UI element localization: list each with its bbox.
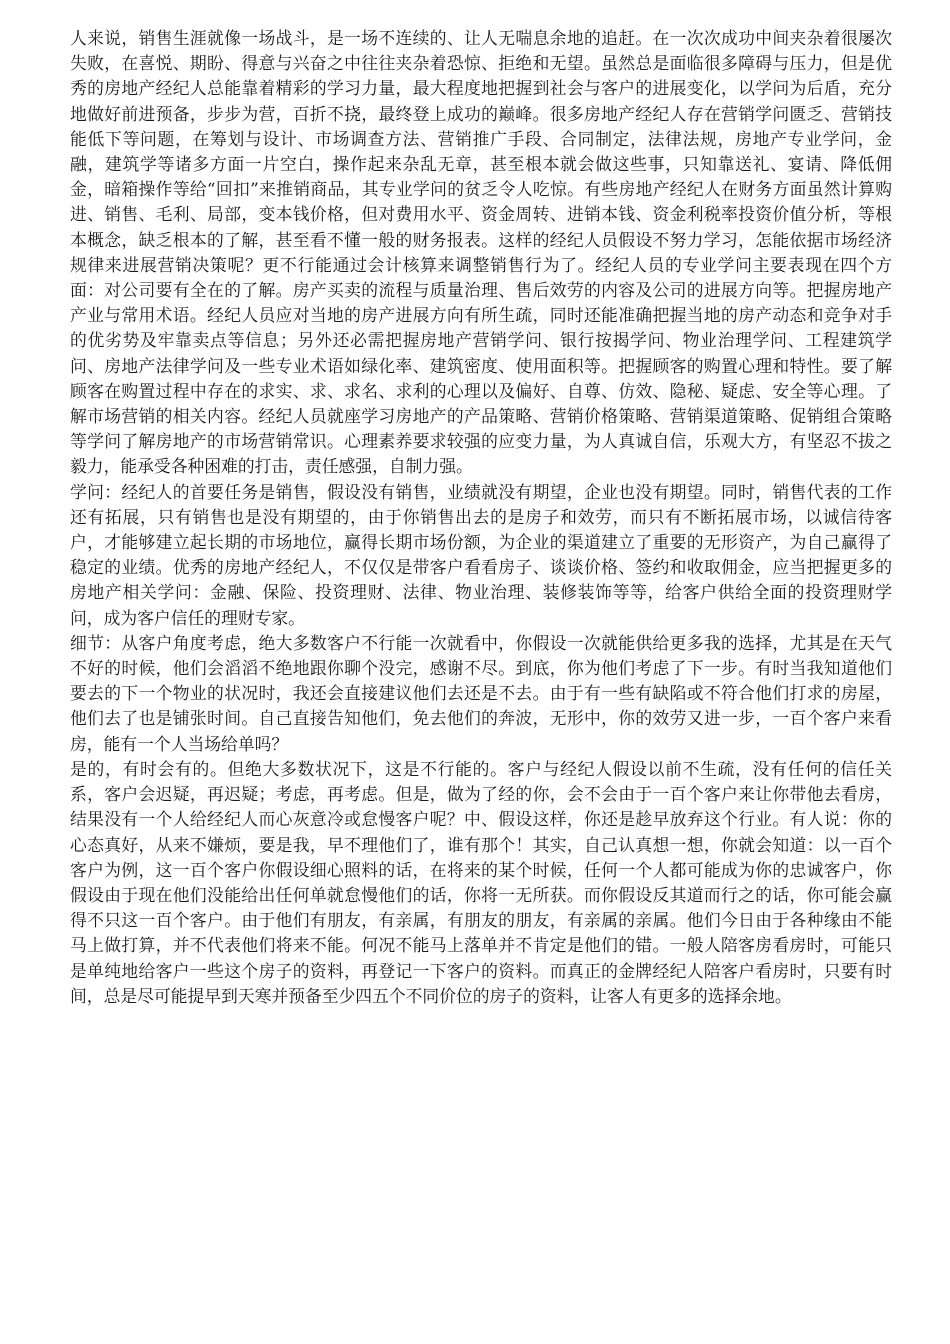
paragraph-3: 细节：从客户角度考虑，绝大多数客户不行能一次就看中，你假设一次就能供给更多我的选择，尤其是在天气不好的时候，他们会滔滔不绝地跟你聊个没完，感谢不尽。到底，你为他们考虑了下一步。有时当我知道他们要去的下一个物业的状况时，我还会直接建议他们去还是不去。由于有一些有缺陷或不符合他们打求的房屋，他们去了也是铺张时间。自己直接告知他们，免去他们的奔波，无形中，你的效劳又进一步，一百个客户来看房，能有一个人当场给单吗？ bbox=[70, 632, 892, 754]
paragraph-2: 学问：经纪人的首要任务是销售，假设没有销售，业绩就没有期望，企业也没有期望。同时，销售代表的工作还有拓展，只有销售也是没有期望的，由于你销售出去的是房子和效劳，而只有不断拓展市场，以诚信待客户，才能够建立起长期的市场地位，赢得长期市场份额，为企业的渠道建立了重要的无形资产，为自己赢得了稳定的业绩。优秀的房地产经纪人，不仅仅是带客户看看房子、谈谈价格、签约和收取佣金，应当把握更多的房地产相关学问：金融、保险、投资理财、法律、物业治理、装修装饰等等，给客户供给全面的投资理财学问，成为客户信任的理财专家。 bbox=[70, 481, 892, 628]
paragraph-1: 人来说，销售生涯就像一场战斗，是一场不连续的、让人无喘息余地的追赶。在一次次成功中间夹杂着很屡次失败，在喜悦、期盼、得意与兴奋之中往往夹杂着恐惊、拒绝和无望。虽然总是面临很多障碍与压力，但是优秀的房地产经纪人总能靠着精彩的学习力量，最大程度地把握到社会与客户的进展变化，以学问为后盾，充分地做好前进预备，步步为营，百折不挠，最终登上成功的巅峰。很多房地产经纪人存在营销学问匮乏、营销技能低下等问题，在筹划与设计、市场调查方法、营销推广手段、合同制定，法律法规，房地产专业学问，金融，建筑学等诸多方面一片空白，操作起来杂乱无章，甚至根本就会做这些事，只知靠送礼、宴请、降低佣金，暗箱操作等给“回扣”来推销商品，其专业学问的贫乏令人吃惊。有些房地产经纪人在财务方面虽然计算购进、销售、毛利、局部，变本钱价格，但对费用水平、资金周转、进销本钱、资金利税率投资价值分析，等根本概念，缺乏根本的了解，甚至看不懂一般的财务报表。这样的经纪人员假设不努力学习，怎能依据市场经济规律来进展营销决策呢？更不行能通过会计核算来调整销售行为了。经纪人员的专业学问主要表现在四个方面：对公司要有全在的了解。房产买卖的流程与质量治理、售后效劳的内容及公司的进展方向等。把握房地产产业与常用术语。经纪人员应对当地的房产进展方向有所生疏，同时还能准确把握当地的房产动态和竞争对手的优劣势及牢靠卖点等信息；另外还必需把握房地产营销学问、银行按揭学问、物业治理学问、工程建筑学问、房地产法律学问及一些专业术语如绿化率、建筑密度、使用面积等。把握顾客的购置心理和特性。要了解顾客在购置过程中存在的求实、求、求名、求利的心理以及偏好、自尊、仿效、隐秘、疑虑、安全等心理。了解市场营销的相关内容。经纪人员就座学习房地产的产品策略、营销价格策略、营销渠道策略、促销组合策略等学问了解房地产的市场营销常识。心理素养要求较强的应变力量，为人真诚自信，乐观大方，有坚忍不拔之毅力，能承受各种困难的打击，责任感强，自制力强。 bbox=[70, 28, 892, 477]
paragraph-4: 是的，有时会有的。但绝大多数状况下，这是不行能的。客户与经纪人假设以前不生疏，没有任何的信任关系，客户会迟疑，再迟疑；考虑，再考虑。但是，做为了经的你，会不会由于一百个客户来让你带他去看房，结果没有一个人给经纪人而心灰意冷或怠慢客户呢？中、假设这样，你还是趁早放弃这个行业。有人说：你的心态真好，从来不嫌烦，要是我，早不理他们了，谁有那个！其实，自己认真想一想，你就会知道：以一百个客户为例，这一百个客户你假设细心照料的话，在将来的某个时候，任何一个人都可能成为你的忠诚客户，你假设由于现在他们没能给出任何单就怠慢他们的话，你将一无所获。而你假设反其道而行之的话，你可能会赢得不只这一百个客户。由于他们有朋友，有亲属，有朋友的朋友，有亲属的亲属。他们今日由于各种缘由不能马上做打算，并不代表他们将来不能。何况不能马上落单并不肯定是他们的错。一般人陪客房看房时，可能只是单纯地给客户一些这个房子的资料，再登记一下客户的资料。而真正的金牌经纪人陪客户看房时，只要有时间，总是尽可能提早到天寒并预备至少四五个不同价位的房子的资料，让客人有更多的选择余地。 bbox=[70, 758, 892, 1006]
document-body bbox=[70, 26, 892, 1009]
